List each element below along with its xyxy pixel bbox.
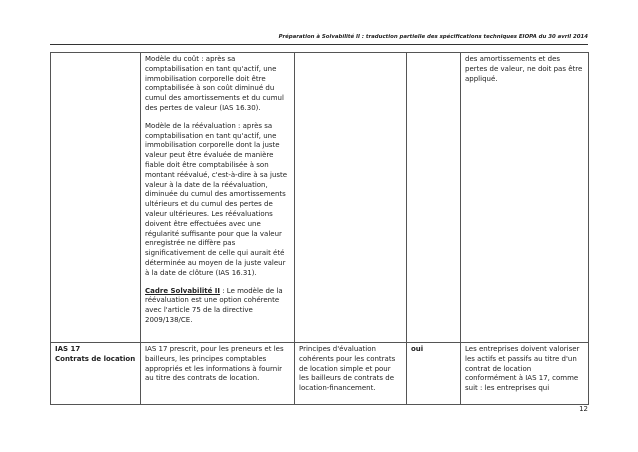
description-cell xyxy=(141,53,295,343)
page-number: 12 xyxy=(579,405,588,413)
standard-cell xyxy=(51,53,141,343)
revaluation-model-text: Modèle de la réévaluation : après sa comptabilisation en tant qu'actif, une immobilisation corporelle dont la juste valeur peut être évaluée de manière fiable doit être comptabilisée à son montant réévalué, c'est-à-dire à sa juste valeur à la date de la réévaluation, diminuée du cumul des amortissements ultérieurs et du cumul des pertes de valeur ultérieures. Les réévaluations doivent être effectuées avec une régularité suffisante pour que la valeur enregistrée ne diffère pas significativement de celle qui aurait été déterminée au moyen de la juste valeur à la date de clôture (IAS 16.31). xyxy=(145,121,288,277)
application-cell: des amortissements et des pertes de valeur, ne doit pas être appliqué. xyxy=(461,53,589,343)
table-row xyxy=(51,343,589,405)
cost-model-text: Modèle du coût : après sa comptabilisation en tant qu'actif, une immobilisation corporelle doit être comptabilisée à son coût diminué du cumul des amortissements et du cumul des pertes de valeur (IAS 16.30). xyxy=(145,55,284,112)
principles-cell xyxy=(295,53,407,343)
standard-title: IAS 17 xyxy=(55,345,81,353)
consistency-cell: oui xyxy=(407,343,461,405)
running-header: Préparation à Solvabilité II : traduction partielle des spécifications techniques EIOPA du 30 avril 2014 xyxy=(278,34,588,40)
standard-subtitle: Contrats de location xyxy=(55,354,136,363)
standards-table xyxy=(50,52,589,405)
principles-cell: Principes d'évaluation cohérents pour les contrats de location simple et pour les bailleurs de contrats de location-financement. xyxy=(295,343,407,405)
standard-cell xyxy=(51,343,141,405)
application-cell: Les entreprises doivent valoriser les actifs et passifs au titre d'un contrat de location conformément à IAS 17, comme suit : les entreprises qui xyxy=(461,343,589,405)
table-row xyxy=(51,53,589,343)
header-rule xyxy=(50,44,588,45)
solvency-framework-label: Cadre Solvabilité II xyxy=(145,286,220,295)
consistency-cell xyxy=(407,53,461,343)
description-cell: IAS 17 prescrit, pour les preneurs et les bailleurs, les principes comptables appropriés et les informations à fournir au titre des contrats de location. xyxy=(141,343,295,405)
solvency-framework-text xyxy=(145,287,290,326)
solvency-framework-body: : Le modèle de la réévaluation est une option cohérente avec l'article 75 de la directive 2009/138/CE. xyxy=(145,286,283,324)
